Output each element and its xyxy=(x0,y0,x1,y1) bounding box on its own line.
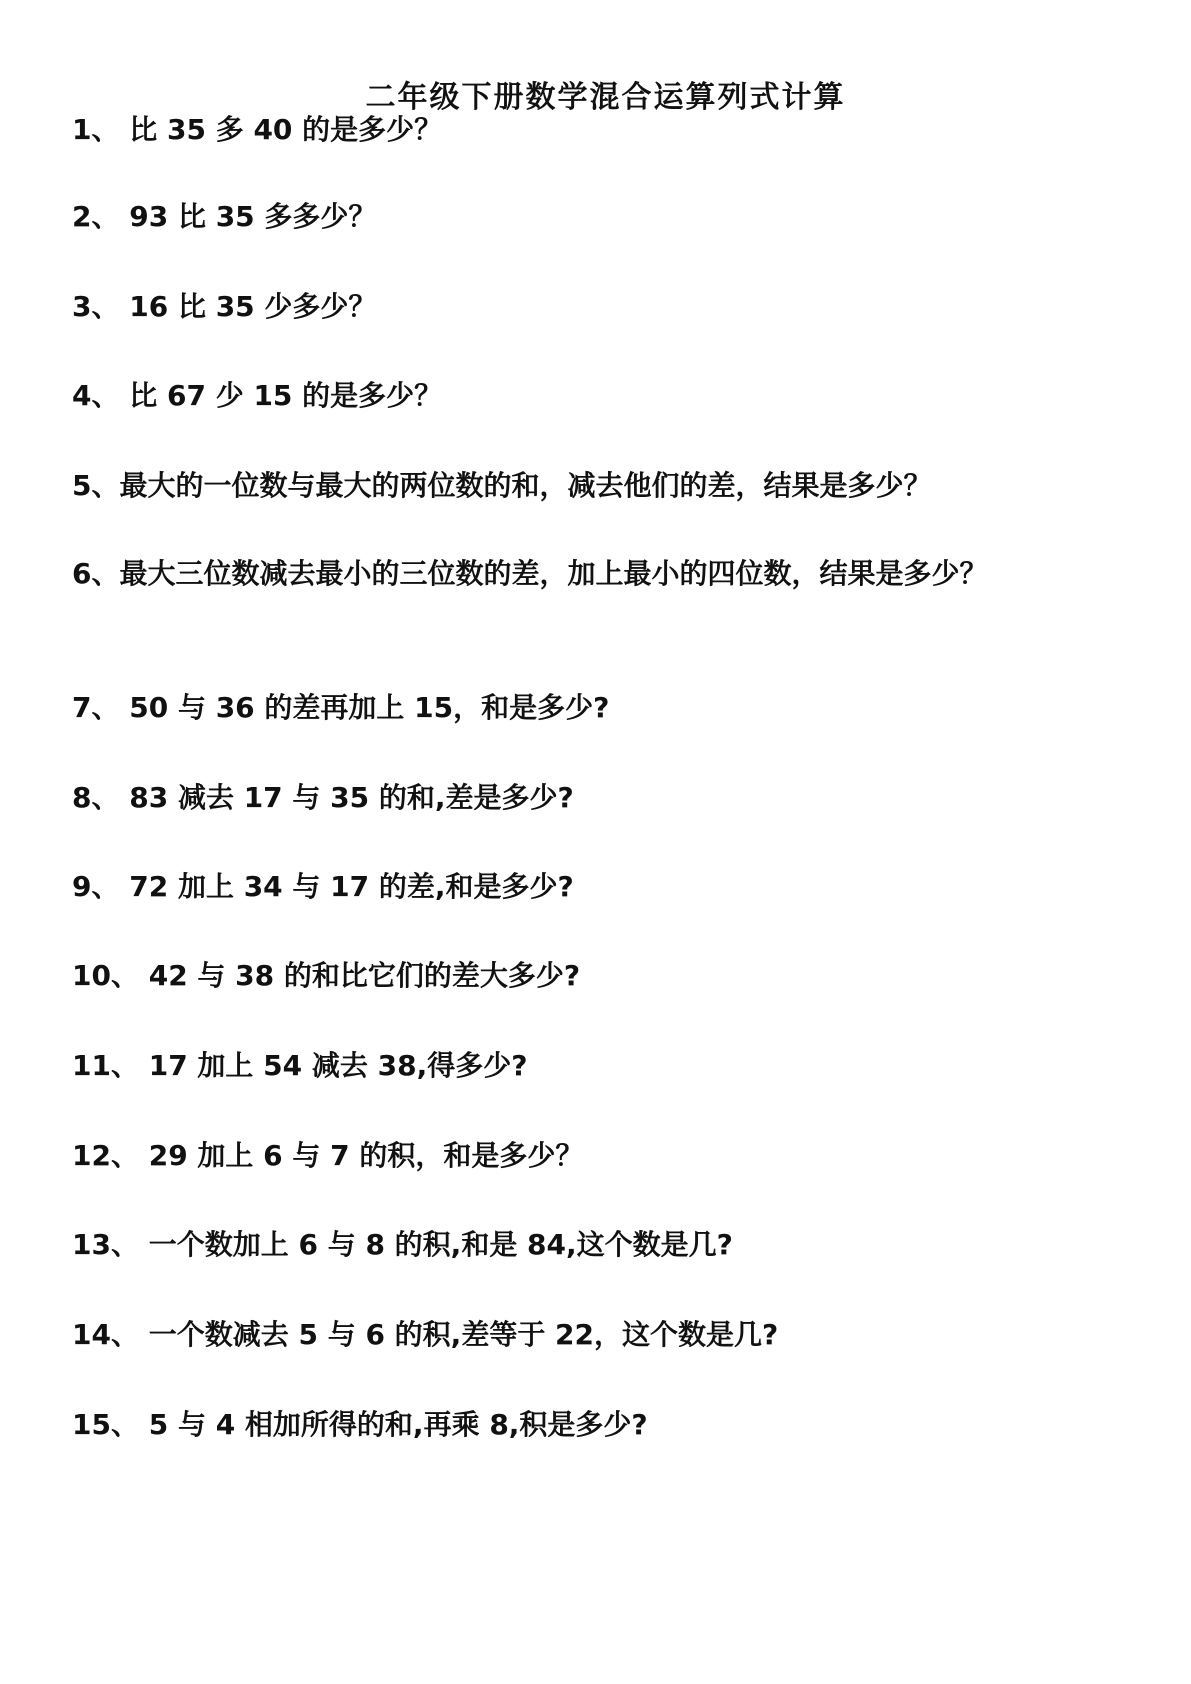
question-number: 14、 xyxy=(72,1318,139,1351)
question-12 xyxy=(72,1131,583,1181)
question-15 xyxy=(72,1400,648,1450)
question-14 xyxy=(72,1310,778,1360)
question-text: 50 与 36 的差再加上 15，和是多少? xyxy=(129,691,610,724)
question-1 xyxy=(72,105,442,155)
question-text: 93 比 35 多多少？ xyxy=(129,200,377,233)
question-7 xyxy=(72,683,609,733)
question-3 xyxy=(72,282,376,332)
question-text: 比 35 多 40 的是多少？ xyxy=(129,113,443,146)
question-text: 29 加上 6 与 7 的积，和是多少？ xyxy=(148,1139,584,1172)
question-number: 9、 xyxy=(72,870,120,903)
question-number: 4、 xyxy=(72,379,120,412)
question-number: 11、 xyxy=(72,1049,139,1082)
question-text: 一个数加上 6 与 8 的积,和是 84,这个数是几? xyxy=(148,1228,733,1261)
question-number: 3、 xyxy=(72,290,120,323)
question-text: 比 67 少 15 的是多少？ xyxy=(129,379,443,412)
question-text: 5 与 4 相加所得的和,再乘 8,积是多少? xyxy=(148,1408,648,1441)
question-text: 最大三位数减去最小的三位数的差，加上最小的四位数，结果是多少？ xyxy=(119,557,988,590)
question-number: 8、 xyxy=(72,781,120,814)
question-4 xyxy=(72,371,442,421)
question-11 xyxy=(72,1041,528,1091)
question-6 xyxy=(72,549,1132,599)
question-number: 15、 xyxy=(72,1408,139,1441)
question-9 xyxy=(72,862,574,912)
question-text: 72 加上 34 与 17 的差,和是多少? xyxy=(129,870,574,903)
question-text: 一个数减去 5 与 6 的积,差等于 22，这个数是几? xyxy=(148,1318,779,1351)
question-number: 1、 xyxy=(72,113,120,146)
question-text: 16 比 35 少多少？ xyxy=(129,290,377,323)
page-title: 二年级下册数学混合运算列式计算 xyxy=(365,80,846,115)
question-number: 2、 xyxy=(72,200,120,233)
question-text: 最大的一位数与最大的两位数的和，减去他们的差，结果是多少？ xyxy=(119,469,932,502)
question-number: 5、 xyxy=(72,469,120,502)
question-5 xyxy=(72,461,932,511)
question-10 xyxy=(72,951,580,1001)
question-13 xyxy=(72,1220,733,1270)
question-2 xyxy=(72,192,376,242)
question-number: 7、 xyxy=(72,691,120,724)
question-8 xyxy=(72,773,574,823)
question-text: 17 加上 54 减去 38,得多少? xyxy=(148,1049,528,1082)
question-text: 42 与 38 的和比它们的差大多少? xyxy=(148,959,581,992)
question-number: 10、 xyxy=(72,959,139,992)
question-number: 13、 xyxy=(72,1228,139,1261)
question-number: 12、 xyxy=(72,1139,139,1172)
question-text: 83 减去 17 与 35 的和,差是多少? xyxy=(129,781,574,814)
question-number: 6、 xyxy=(72,557,120,590)
